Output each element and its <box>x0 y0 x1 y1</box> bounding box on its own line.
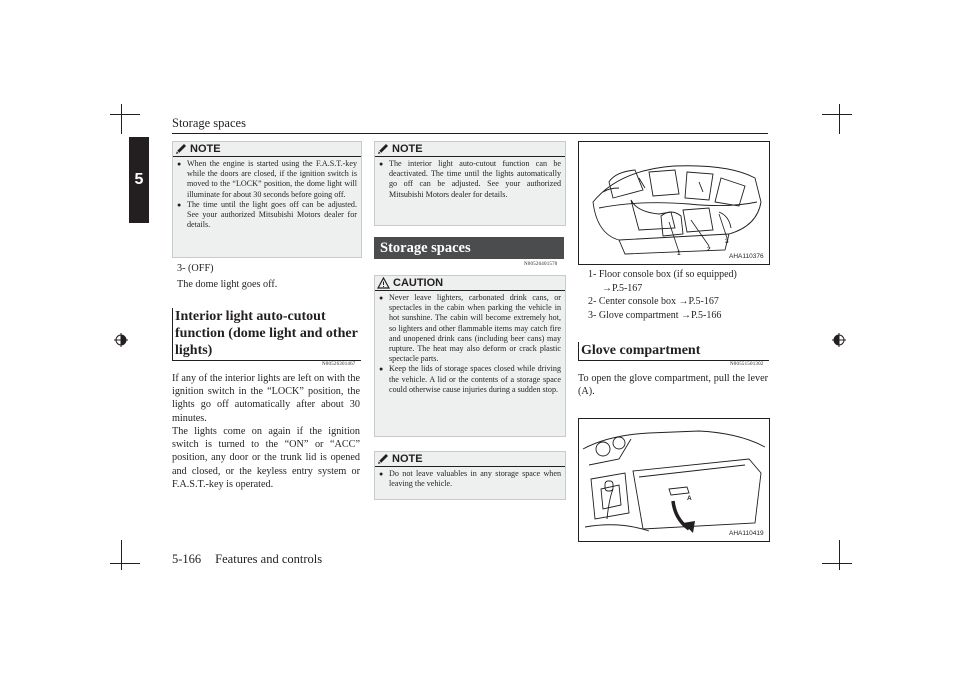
note-label: NOTE <box>190 143 221 155</box>
note-pencil-icon <box>175 143 187 155</box>
note-box <box>172 141 362 258</box>
section-code: N00526301467 <box>322 362 356 367</box>
note-box-3 <box>374 451 566 500</box>
note-body <box>379 159 561 200</box>
note-header <box>173 142 361 156</box>
section-heading-storage-spaces: Storage spaces <box>374 237 564 259</box>
note-header <box>375 452 565 466</box>
caution-item: ● Never leave lighters, carbonated drink cans, or spectacles in the cabin when parking the vehicle in hot sunshine. The cabin will become extremely hot, so lighters and other flammable items may catch fire and unopened drink cans (including beer cans) may rupture. The heat may also deform or crack plastic spectacle parts. <box>379 293 561 364</box>
registration-mark-left <box>114 333 128 347</box>
caution-header <box>375 276 565 290</box>
note-pencil-icon <box>377 453 389 465</box>
callout-3: 3 <box>725 238 729 245</box>
warning-triangle-icon <box>377 277 390 289</box>
header-rule <box>172 133 768 134</box>
crop-mark-tr-h <box>822 114 852 115</box>
callout-2: 2 <box>707 246 711 253</box>
list-item: 3- Glove compartment →P.5-166 <box>588 309 722 321</box>
chapter-tab: 5 <box>129 137 149 223</box>
section-heading-glove-compartment: Glove compartment <box>578 342 769 361</box>
note-item: ● The time until the light goes off can be adjusted. See your authorized Mitsubishi Motors dealer for details. <box>177 200 357 231</box>
caution-item: ● Keep the lids of storage spaces closed while driving the vehicle. A lid or the contents of a storage space could otherwise cause injuries during a sudden stop. <box>379 364 561 395</box>
figure-code: AHA110376 <box>729 253 764 260</box>
figure-car-interior-storage <box>578 141 770 265</box>
registration-mark-right <box>832 333 846 347</box>
note-item: ● When the engine is started using the F.A.S.T.-key while the doors are closed, if the ignition switch is moved to the “LOCK” position, the dome light will illuminate for about 30 seconds before going off. <box>177 159 357 200</box>
crop-mark-bl-v <box>121 540 122 570</box>
list-item: 2- Center console box →P.5-167 <box>588 296 719 308</box>
caution-body <box>379 293 561 395</box>
section-code: N00551501302 <box>730 362 764 367</box>
footer-section: Features and controls <box>215 552 323 566</box>
note-item: ● Do not leave valuables in any storage space when leaving the vehicle. <box>379 469 561 489</box>
callout-a: A <box>687 495 692 502</box>
item-3-description: The dome light goes off. <box>177 279 278 290</box>
section-heading-auto-cutout: Interior light auto-cutout function (dome light and other lights) <box>172 308 361 361</box>
note-header <box>375 142 565 156</box>
note-box-2 <box>374 141 566 226</box>
note-body <box>177 159 357 230</box>
crop-mark-bl-h <box>110 563 140 564</box>
glove-compartment-illustration <box>579 419 769 541</box>
page-footer <box>172 552 336 567</box>
caution-label: CAUTION <box>393 277 444 289</box>
note-label: NOTE <box>392 453 423 465</box>
section-code: N00526401570 <box>524 262 558 267</box>
callout-1: 1 <box>677 250 681 257</box>
crop-mark-tl-h <box>110 114 140 115</box>
item-3-off: 3- (OFF) <box>177 263 214 274</box>
note-pencil-icon <box>377 143 389 155</box>
note-body <box>379 469 561 489</box>
list-item-ref: →P.5-167 <box>602 282 643 294</box>
glove-paragraph: To open the glove compartment, pull the lever (A). <box>578 373 768 398</box>
storage-list <box>588 268 768 322</box>
note-label: NOTE <box>392 143 423 155</box>
figure-glove-compartment <box>578 418 770 542</box>
body-paragraph-1: If any of the interior lights are left on with the ignition switch in the “LOCK” position, the lights go off automatically after about 30 minutes. <box>172 373 360 424</box>
crop-mark-br-h <box>822 563 852 564</box>
page-number: 5-166 <box>172 552 202 566</box>
running-header-title: Storage spaces <box>172 116 246 130</box>
crop-mark-br-v <box>839 540 840 570</box>
body-paragraph-2: The lights come on again if the ignition switch is turned to the “ON” or “ACC” position, any door or the trunk lid is opened and closed, or the keyless entry system or F.A.S.T.-key is operated. <box>172 426 360 490</box>
caution-box <box>374 275 566 437</box>
figure-code: AHA110419 <box>729 530 764 537</box>
note-item: ● The interior light auto-cutout function can be deactivated. The time until the lights automatically go off can be adjusted. See your authorized Mitsubishi Motors dealer for details. <box>379 159 561 200</box>
crop-mark-tl-v <box>121 104 122 134</box>
car-interior-illustration <box>579 142 769 264</box>
list-item: 1- Floor console box (if so equipped) <box>588 269 737 280</box>
crop-mark-tr-v <box>839 104 840 134</box>
